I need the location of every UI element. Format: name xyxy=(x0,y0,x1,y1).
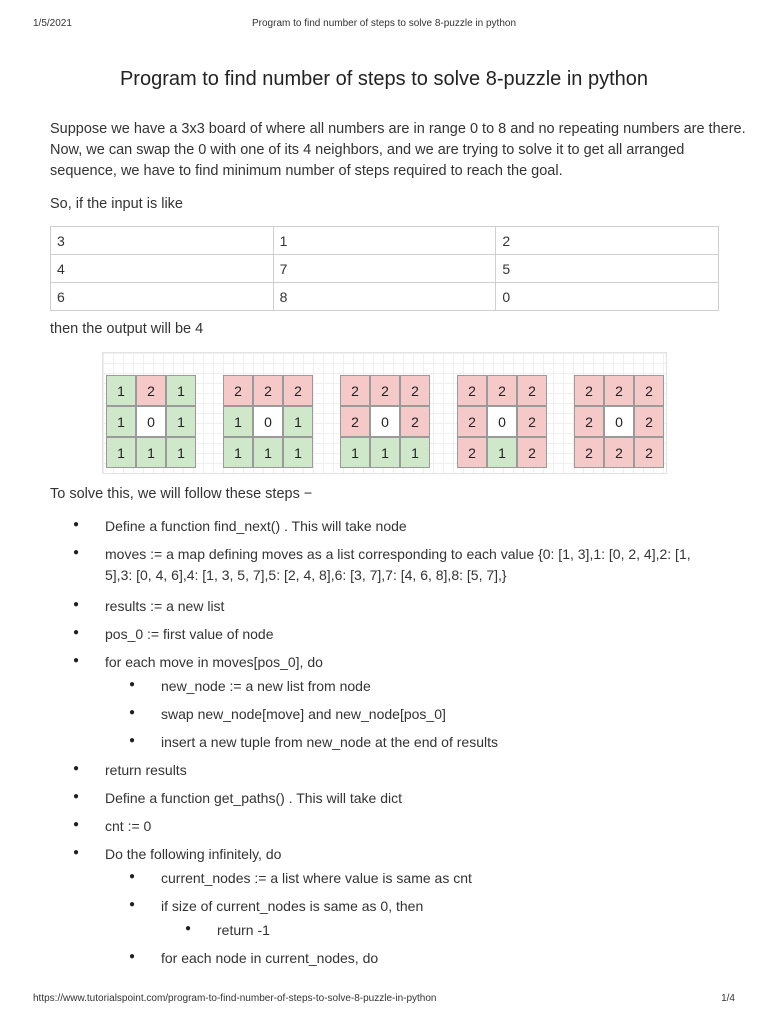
bullet-icon: ● xyxy=(73,547,80,558)
input-table xyxy=(50,226,719,311)
puzzle-cell: 2 xyxy=(634,437,664,468)
puzzle-cell: 2 xyxy=(136,375,166,406)
bullet-icon: ● xyxy=(129,679,136,690)
list-item: current_nodes := a list where value is same as cnt xyxy=(161,870,472,886)
list-item: insert a new tuple from new_node at the end of results xyxy=(161,734,498,750)
list-item: Define a function get_paths() . This will take dict xyxy=(105,790,403,806)
header-title: Program to find number of steps to solve 8-puzzle in python xyxy=(251,18,517,29)
puzzle-cell: 2 xyxy=(223,375,253,406)
puzzle-cell: 2 xyxy=(370,375,400,406)
puzzle-cell: 2 xyxy=(574,406,604,437)
bullet-icon: ● xyxy=(73,763,80,774)
table-cell: 4 xyxy=(51,255,274,283)
puzzle-cell: 2 xyxy=(253,375,283,406)
puzzle-cell: 2 xyxy=(340,406,370,437)
puzzle-board xyxy=(340,375,430,468)
puzzle-cell: 2 xyxy=(604,437,634,468)
list-item: return results xyxy=(105,762,187,778)
bullet-icon: ● xyxy=(73,791,80,802)
list-item: moves := a map defining moves as a list corresponding to each value {0: [1, 3],1: [0, 2, 4],2: [1, 5],3: [0, 4, 6],4: [1, 3, 5, 7],5: [2, 4, 8],6: [3, 7],7: [4, 6, 8],8: [5, 7],} xyxy=(105,546,691,583)
puzzle-board xyxy=(457,375,547,468)
bullet-icon: ● xyxy=(73,655,80,666)
puzzle-cell: 1 xyxy=(283,437,313,468)
puzzle-cell: 2 xyxy=(517,375,547,406)
puzzle-cell: 1 xyxy=(370,437,400,468)
puzzle-board xyxy=(574,375,664,468)
puzzle-cell: 1 xyxy=(166,375,196,406)
bullet-icon: ● xyxy=(185,923,192,934)
list-item: Define a function find_next() . This will take node xyxy=(105,518,407,534)
table-cell: 3 xyxy=(51,227,274,255)
list-item: new_node := a new list from node xyxy=(161,678,371,694)
list-item: swap new_node[move] and new_node[pos_0] xyxy=(161,706,446,722)
puzzle-cell: 1 xyxy=(400,437,430,468)
list-item: if size of current_nodes is same as 0, then xyxy=(161,898,424,914)
table-cell: 6 xyxy=(51,283,274,311)
list-item: for each move in moves[pos_0], do xyxy=(105,654,323,670)
table-row xyxy=(51,227,719,255)
puzzle-cell: 0 xyxy=(604,406,634,437)
puzzle-cell: 0 xyxy=(253,406,283,437)
puzzle-board xyxy=(106,375,196,468)
input-intro: So, if the input is like xyxy=(50,196,183,212)
bullet-icon: ● xyxy=(73,819,80,830)
puzzle-cell: 2 xyxy=(574,375,604,406)
puzzle-cell: 1 xyxy=(166,437,196,468)
bullet-icon: ● xyxy=(129,871,136,882)
bullet-icon: ● xyxy=(73,599,80,610)
table-cell: 8 xyxy=(273,283,496,311)
puzzle-cell: 2 xyxy=(400,406,430,437)
bullet-icon: ● xyxy=(73,627,80,638)
puzzle-cell: 2 xyxy=(457,437,487,468)
bullet-icon: ● xyxy=(129,899,136,910)
table-cell: 7 xyxy=(273,255,496,283)
list-item: Do the following infinitely, do xyxy=(105,846,282,862)
list-item: pos_0 := first value of node xyxy=(105,626,274,642)
table-cell: 1 xyxy=(273,227,496,255)
puzzle-cell: 2 xyxy=(457,375,487,406)
puzzle-cell: 0 xyxy=(370,406,400,437)
puzzle-cell: 2 xyxy=(634,375,664,406)
bullet-icon: ● xyxy=(73,847,80,858)
footer-url: https://www.tutorialspoint.com/program-to-find-number-of-steps-to-solve-8-puzzle-in-python xyxy=(33,993,437,1004)
puzzle-cell: 1 xyxy=(136,437,166,468)
list-item: results := a new list xyxy=(105,598,225,614)
puzzle-cell: 1 xyxy=(106,437,136,468)
list-item: return -1 xyxy=(217,922,270,938)
puzzle-cell: 2 xyxy=(604,375,634,406)
puzzle-cell: 1 xyxy=(223,406,253,437)
bullet-icon: ● xyxy=(73,519,80,530)
puzzle-cell: 1 xyxy=(106,375,136,406)
puzzle-cell: 2 xyxy=(283,375,313,406)
puzzle-cell: 2 xyxy=(457,406,487,437)
bullet-icon: ● xyxy=(129,735,136,746)
steps-intro: To solve this, we will follow these steps − xyxy=(50,486,313,502)
puzzle-cell: 1 xyxy=(166,406,196,437)
list-item: cnt := 0 xyxy=(105,818,152,834)
puzzle-cell: 1 xyxy=(283,406,313,437)
table-cell: 5 xyxy=(496,255,719,283)
puzzle-cell: 1 xyxy=(106,406,136,437)
puzzle-cell: 0 xyxy=(136,406,166,437)
puzzle-cell: 2 xyxy=(400,375,430,406)
table-cell: 0 xyxy=(496,283,719,311)
puzzle-cell: 2 xyxy=(574,437,604,468)
puzzle-cell: 2 xyxy=(517,406,547,437)
puzzle-cell: 1 xyxy=(253,437,283,468)
puzzle-cell: 0 xyxy=(487,406,517,437)
puzzle-cell: 1 xyxy=(223,437,253,468)
puzzle-cell: 2 xyxy=(517,437,547,468)
bullet-icon: ● xyxy=(129,707,136,718)
puzzle-board xyxy=(223,375,313,468)
puzzle-cell: 2 xyxy=(340,375,370,406)
footer-page-number: 1/4 xyxy=(721,993,735,1004)
table-cell: 2 xyxy=(496,227,719,255)
list-item: for each node in current_nodes, do xyxy=(161,950,379,966)
puzzle-steps-figure xyxy=(102,352,667,474)
page-title: Program to find number of steps to solve 8-puzzle in python xyxy=(119,68,649,90)
header-date: 1/5/2021 xyxy=(33,18,72,29)
puzzle-cell: 1 xyxy=(487,437,517,468)
puzzle-cell: 2 xyxy=(487,375,517,406)
intro-paragraph: Suppose we have a 3x3 board of where all numbers are in range 0 to 8 and no repeating numbers are there. Now, we can swap the 0 with one of its 4 neighbors, and we are trying to solve it to get all arranged sequence, we have to find minimum number of steps required to reach the goal. xyxy=(50,121,746,179)
bullet-icon: ● xyxy=(129,951,136,962)
puzzle-cell: 2 xyxy=(634,406,664,437)
puzzle-cell: 1 xyxy=(340,437,370,468)
output-line: then the output will be 4 xyxy=(50,321,204,337)
table-row xyxy=(51,283,719,311)
table-row xyxy=(51,255,719,283)
